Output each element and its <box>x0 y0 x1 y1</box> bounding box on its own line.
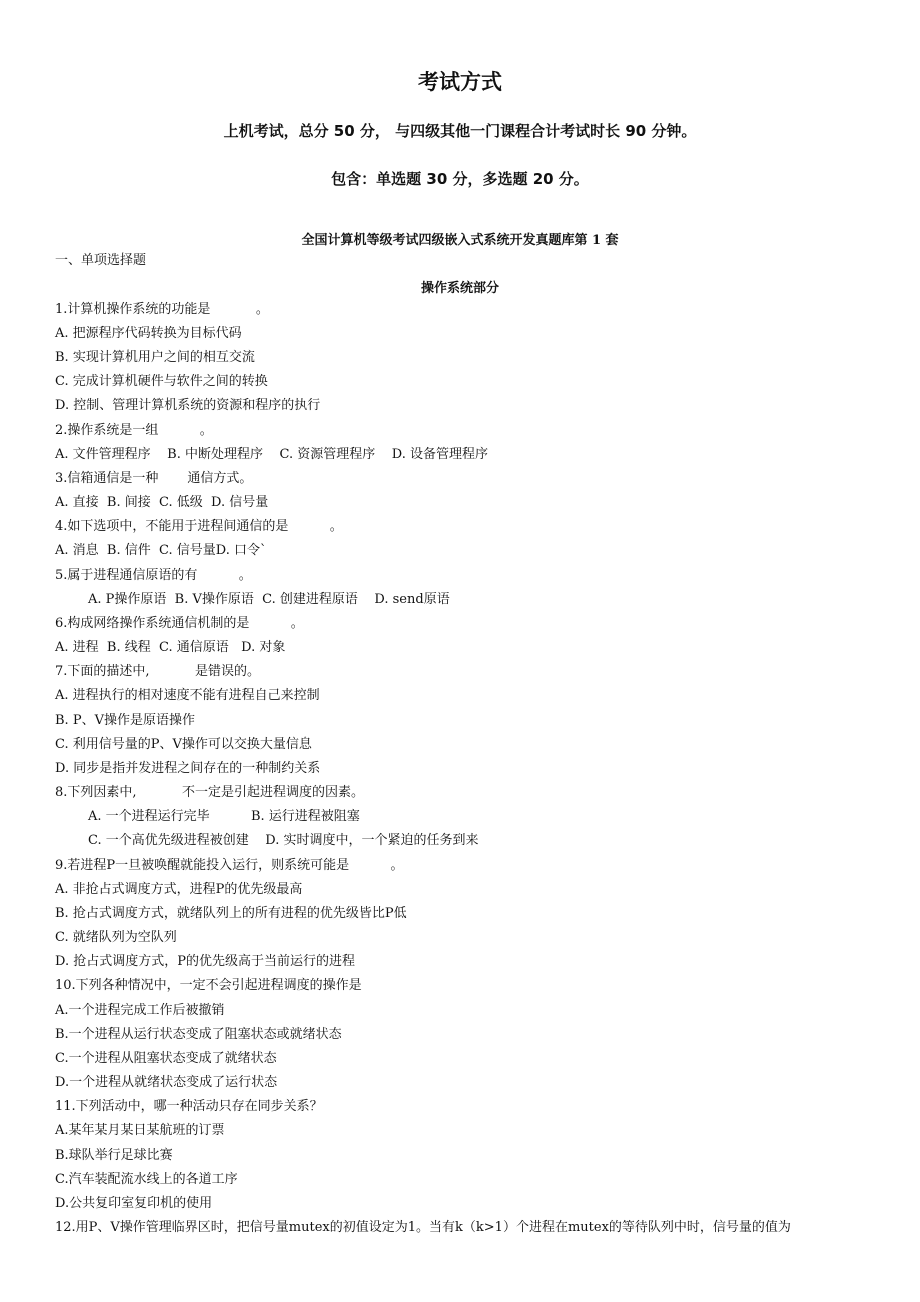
question-line: C. 利用信号量的P、V操作可以交换大量信息 <box>55 737 312 752</box>
question-line: 12.用P、V操作管理临界区时，把信号量mutex的初值设定为1。当有k（k>1）个进程在mutex的等待队列中时，信号量的值为 <box>55 1220 791 1235</box>
question-line: 11.下列活动中，哪一种活动只存在同步关系？ <box>55 1099 323 1114</box>
question-line: C.一个进程从阻塞状态变成了就绪状态 <box>55 1051 277 1066</box>
question-line: 2.操作系统是一组 。 <box>55 423 213 438</box>
question-line: D.一个进程从就绪状态变成了运行状态 <box>55 1075 278 1090</box>
question-line: A. 一个进程运行完毕 B. 运行进程被阻塞 <box>88 809 360 824</box>
subsection-title: 操作系统部分 <box>420 281 499 296</box>
question-line: 7.下面的描述中, 是错误的。 <box>55 664 260 679</box>
question-line: 1.计算机操作系统的功能是 。 <box>55 302 269 317</box>
question-line: B. 抢占式调度方式，就绪队列上的所有进程的优先级皆比P低 <box>55 906 407 921</box>
question-line: 9.若进程P一旦被唤醒就能投入运行，则系统可能是 。 <box>55 858 404 873</box>
question-line: A. 消息 B. 信件 C. 信号量D. 口令` <box>55 543 267 558</box>
question-line: A. P操作原语 B. V操作原语 C. 创建进程原语 D. send原语 <box>88 592 450 607</box>
question-line: B.一个进程从运行状态变成了阻塞状态或就绪状态 <box>55 1027 342 1042</box>
question-line: D.公共复印室复印机的使用 <box>55 1196 213 1211</box>
question-line: A. 文件管理程序 B. 中断处理程序 C. 资源管理程序 D. 设备管理程序 <box>55 447 489 462</box>
exam-title: 全国计算机等级考试四级嵌入式系统开发真题库第 1 套 <box>301 233 619 248</box>
question-line: B. P、V操作是原语操作 <box>55 713 195 728</box>
question-line: C. 就绪队列为空队列 <box>55 930 177 945</box>
question-line: A. 把源程序代码转换为目标代码 <box>55 326 242 341</box>
question-line: D. 抢占式调度方式，P的优先级高于当前运行的进程 <box>55 954 355 969</box>
section-heading: 一、单项选择题 <box>55 253 147 268</box>
exam-info-line: 包含：单选题 30 分，多选题 20 分。 <box>331 170 589 188</box>
question-line: A.某年某月某日某航班的订票 <box>55 1123 225 1138</box>
exam-info-line: 上机考试，总分 50 分， 与四级其他一门课程合计考试时长 90 分钟。 <box>223 122 697 140</box>
question-line: D. 控制、管理计算机系统的资源和程序的执行 <box>55 398 321 413</box>
question-line: B.球队举行足球比赛 <box>55 1148 173 1163</box>
question-line: C. 一个高优先级进程被创建 D. 实时调度中，一个紧迫的任务到来 <box>88 833 479 848</box>
question-line: 8.下列因素中, 不一定是引起进程调度的因素。 <box>55 785 364 800</box>
question-line: D. 同步是指并发进程之间存在的一种制约关系 <box>55 761 321 776</box>
question-line: A. 进程执行的相对速度不能有进程自己来控制 <box>55 688 320 703</box>
question-line: B. 实现计算机用户之间的相互交流 <box>55 350 255 365</box>
question-line: 3.信箱通信是一种 通信方式。 <box>55 471 253 486</box>
question-line: A. 直接 B. 间接 C. 低级 D. 信号量 <box>55 495 269 510</box>
question-line: 4.如下选项中，不能用于进程间通信的是 。 <box>55 519 343 534</box>
question-line: A. 非抢占式调度方式，进程P的优先级最高 <box>55 882 303 897</box>
question-line: C. 完成计算机硬件与软件之间的转换 <box>55 374 268 389</box>
question-line: 6.构成网络操作系统通信机制的是 。 <box>55 616 304 631</box>
question-line: A. 进程 B. 线程 C. 通信原语 D. 对象 <box>55 640 286 655</box>
question-line: 10.下列各种情况中，一定不会引起进程调度的操作是 <box>55 978 362 993</box>
question-line: C.汽车装配流水线上的各道工序 <box>55 1172 238 1187</box>
question-line: A.一个进程完成工作后被撤销 <box>55 1003 225 1018</box>
question-line: 5.属于进程通信原语的有 。 <box>55 568 252 583</box>
page-title: 考试方式 <box>418 70 502 94</box>
